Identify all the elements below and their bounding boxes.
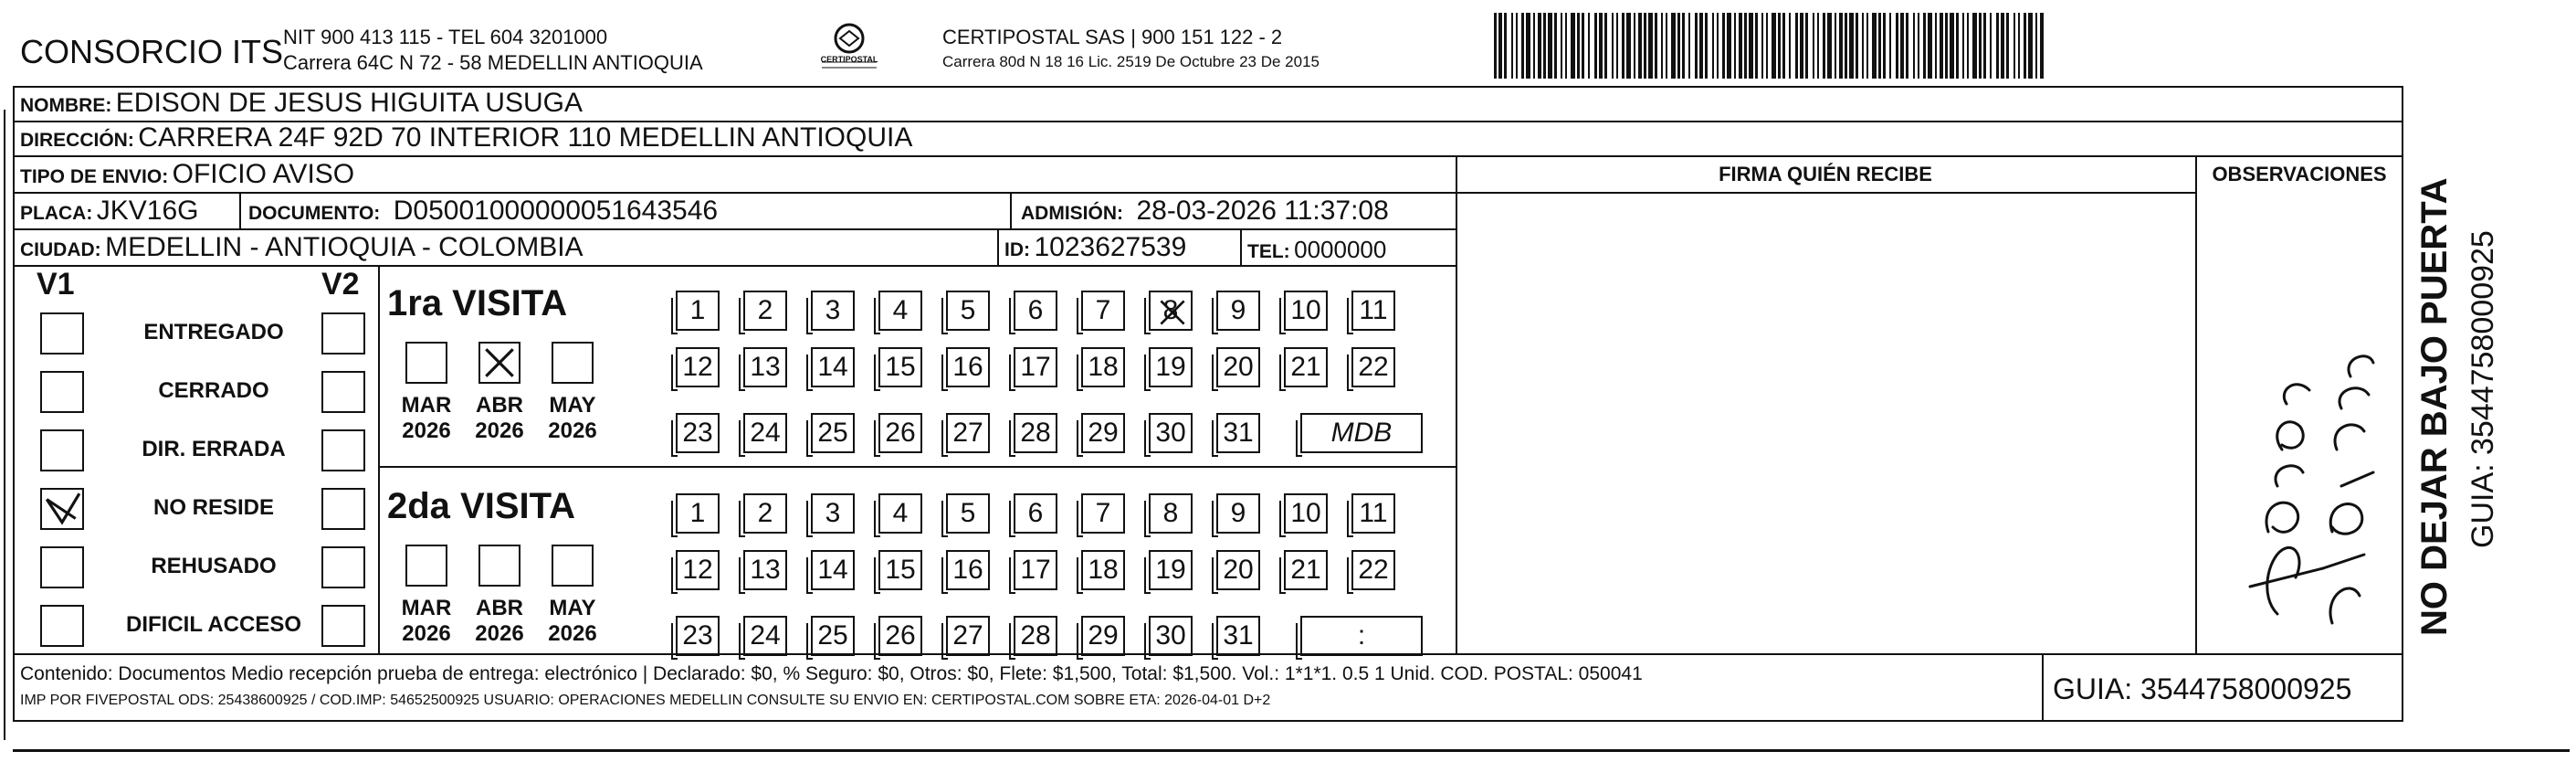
observations-header: OBSERVACIONES [2212, 163, 2387, 185]
name-label: NOMBRE: [20, 95, 112, 116]
company-nit-line: NIT 900 413 115 - TEL 604 3201000 [283, 26, 608, 48]
visit-title: 2da VISITA [387, 486, 575, 526]
id-label: ID: [1004, 239, 1030, 260]
visit-time-box[interactable]: MDB [1300, 413, 1423, 453]
logo-text: CERTIPOSTAL [820, 55, 878, 64]
footer-content-line: Contenido: Documentos Medio recepción prueba de entrega: electrónico | Declarado: $0, % Seguro: $0, Otros: $0, Flete: $1,500, Total: $1,500. Vol.: 1*1*1. 0.5 1 Unid. COD. POSTAL: 050041 [20, 663, 1643, 684]
ship-type-label: TIPO DE ENVIO: [20, 166, 169, 187]
visit-day-cell[interactable]: 20 [1216, 550, 1260, 590]
plate-label: PLACA: [20, 203, 93, 224]
visit-day-cell[interactable]: 22 [1351, 347, 1395, 387]
visit-day-cell[interactable]: 14 [811, 347, 855, 387]
visit-day-cell[interactable]: 27 [946, 616, 990, 656]
visit-day-cell[interactable]: 17 [1014, 347, 1057, 387]
visit-year-label: 2026 [402, 621, 451, 646]
document-value: D05001000000051643546 [393, 196, 719, 226]
visit-day-cell[interactable]: 18 [1081, 550, 1125, 590]
visit-month-label: ABR [476, 596, 523, 620]
status-label: DIR. ERRADA [142, 437, 286, 461]
visit-day-cell[interactable]: 21 [1284, 347, 1328, 387]
visit-day-cell[interactable]: 4 [878, 493, 922, 534]
visit-day-cell[interactable]: 18 [1081, 347, 1125, 387]
courier-line: CERTIPOSTAL SAS | 900 151 122 - 2 [942, 26, 1283, 48]
visit-month-label: ABR [476, 393, 523, 418]
visit-day-cell[interactable]: 7 [1081, 291, 1125, 331]
document-row [248, 196, 718, 227]
visit-day-cell[interactable]: 15 [878, 550, 922, 590]
visit-day-cell[interactable]: 16 [946, 550, 990, 590]
name-value: EDISON DE JESUS HIGUITA USUGA [115, 88, 583, 118]
visit-day-cell[interactable]: 10 [1284, 493, 1328, 534]
status-label: ENTREGADO [143, 320, 284, 344]
visit-day-cell[interactable]: 3 [811, 291, 855, 331]
plate-value: JKV16G [96, 196, 199, 226]
visit-day-cell[interactable]: 20 [1216, 347, 1260, 387]
visit-day-cell[interactable]: 2 [743, 493, 787, 534]
visit-day-cell[interactable]: 9 [1216, 493, 1260, 534]
certipostal-logo [813, 20, 886, 75]
v2-label: V2 [321, 267, 360, 302]
visit-year-label: 2026 [475, 621, 524, 646]
status-v2-checkbox[interactable] [321, 371, 365, 413]
status-v1-checkbox[interactable] [40, 312, 84, 355]
visit-day-cell[interactable]: 3 [811, 493, 855, 534]
visit-day-cell[interactable]: 30 [1149, 616, 1193, 656]
visit-year-label: 2026 [548, 418, 597, 443]
visit-year-label: 2026 [548, 621, 597, 646]
visit-day-cell[interactable]: 31 [1216, 413, 1260, 453]
status-v1-checkbox[interactable] [40, 546, 84, 588]
certipostal-logo-icon [813, 20, 886, 75]
visit-day-cell[interactable]: 19 [1149, 550, 1193, 590]
company-address-line: Carrera 64C N 72 - 58 MEDELLIN ANTIOQUIA [283, 51, 703, 74]
footer-guia: GUIA: 3544758000925 [2053, 672, 2352, 705]
visit-day-cell[interactable]: 28 [1014, 413, 1057, 453]
visit-month-checkbox[interactable] [405, 342, 447, 384]
address-value: CARRERA 24F 92D 70 INTERIOR 110 MEDELLIN ANTIOQUIA [138, 122, 913, 153]
address-label: DIRECCIÓN: [20, 130, 134, 151]
visit-day-cell[interactable]: 2 [743, 291, 787, 331]
visit-day-cell[interactable]: 5 [946, 493, 990, 534]
visit-day-cell[interactable]: 8 [1149, 291, 1193, 331]
visit-day-cell[interactable]: 29 [1081, 413, 1125, 453]
city-label: CIUDAD: [20, 239, 101, 260]
status-label: REHUSADO [151, 554, 277, 578]
status-v1-checkbox[interactable] [40, 605, 84, 647]
visit-day-cell[interactable]: 26 [878, 413, 922, 453]
signature-header: FIRMA QUIÉN RECIBE [1719, 163, 1932, 185]
visit-title: 1ra VISITA [387, 283, 568, 323]
visit-month-checkbox[interactable] [478, 342, 520, 384]
visit-year-label: 2026 [475, 418, 524, 443]
visit-day-cell[interactable]: 4 [878, 291, 922, 331]
status-label: NO RESIDE [152, 495, 275, 520]
admission-label: ADMISIÓN: [1021, 203, 1123, 224]
visit-year-label: 2026 [402, 418, 451, 443]
barcode [1494, 13, 2051, 79]
visit-day-cell[interactable]: 7 [1081, 493, 1125, 534]
visit-month-checkbox[interactable] [405, 545, 447, 587]
visit-month-checkbox[interactable] [552, 545, 594, 587]
footer-print-line: IMP POR FIVEPOSTAL ODS: 25438600925 / COD.IMP: 54652500925 USUARIO: OPERACIONES MEDELLIN CONSULTE SU ENVIO EN: CERTIPOSTAL.COM SOBRE ETA: 2026-04-01 D+2 [20, 693, 1271, 708]
visit-day-cell[interactable]: 6 [1014, 291, 1057, 331]
status-v1-checkbox[interactable] [40, 429, 84, 471]
visit-day-cell[interactable]: 13 [743, 550, 787, 590]
visit-day-cell[interactable]: 25 [811, 413, 855, 453]
status-v1-checkbox[interactable] [40, 488, 84, 530]
admission-value: 28-03-2026 11:37:08 [1136, 196, 1389, 226]
visit-day-cell[interactable]: 13 [743, 347, 787, 387]
city-row [20, 232, 584, 263]
status-v2-checkbox[interactable] [321, 429, 365, 471]
visit-day-cell[interactable]: 19 [1149, 347, 1193, 387]
visit-day-cell[interactable]: 16 [946, 347, 990, 387]
v1-label: V1 [37, 267, 75, 302]
visit-day-cell[interactable]: 25 [811, 616, 855, 656]
document-label: DOCUMENTO: [248, 203, 381, 224]
visit-day-cell[interactable]: 27 [946, 413, 990, 453]
visit-month-label: MAR [401, 596, 452, 620]
id-row [1004, 232, 1186, 263]
visit-day-cell[interactable]: 24 [743, 413, 787, 453]
company-name: CONSORCIO ITS [20, 33, 284, 70]
ship-type-row [20, 159, 354, 190]
visit-day-cell[interactable]: 1 [676, 493, 720, 534]
status-v2-checkbox[interactable] [321, 488, 365, 530]
visit-day-cell[interactable]: 8 [1149, 493, 1193, 534]
side-no-dejar-bajo-puerta: NO DEJAR BAJO PUERTA [2414, 177, 2455, 636]
visit-day-cell[interactable]: 23 [676, 616, 720, 656]
visit-month-label: MAY [549, 596, 596, 620]
status-v2-checkbox[interactable] [321, 312, 365, 355]
ship-type-value: OFICIO AVISO [172, 159, 355, 189]
status-label: DIFICIL ACCESO [125, 612, 301, 637]
visit-day-cell[interactable]: 21 [1284, 550, 1328, 590]
visit-day-cell[interactable]: 28 [1014, 616, 1057, 656]
visit-day-cell[interactable]: 12 [676, 347, 720, 387]
visit-day-cell[interactable]: 30 [1149, 413, 1193, 453]
visit-day-cell[interactable]: 10 [1284, 291, 1328, 331]
courier-address-line: Carrera 80d N 18 16 Lic. 2519 De Octubre 23 De 2015 [942, 53, 1320, 70]
plate-row [20, 196, 199, 227]
status-label: CERRADO [158, 378, 269, 403]
city-value: MEDELLIN - ANTIOQUIA - COLOMBIA [105, 232, 584, 262]
visit-month-label: MAR [401, 393, 452, 418]
visit-day-cell[interactable]: 11 [1351, 291, 1395, 331]
status-v2-checkbox[interactable] [321, 546, 365, 588]
id-value: 1023627539 [1034, 232, 1187, 262]
visit-day-cell[interactable]: 1 [676, 291, 720, 331]
visit-day-cell[interactable]: 9 [1216, 291, 1260, 331]
visit-time-box[interactable]: : [1300, 616, 1423, 656]
visit-day-cell[interactable]: 24 [743, 616, 787, 656]
visit-day-cell[interactable]: 12 [676, 550, 720, 590]
observations-handwriting [2195, 194, 2403, 651]
status-v2-checkbox[interactable] [321, 605, 365, 647]
visit-month-checkbox[interactable] [478, 545, 520, 587]
visit-day-cell[interactable]: 22 [1351, 550, 1395, 590]
visit-day-cell[interactable]: 11 [1351, 493, 1395, 534]
tel-row [1247, 236, 1386, 264]
visit-day-cell[interactable]: 26 [878, 616, 922, 656]
tel-value: 0000000 [1294, 236, 1387, 263]
visit-day-cell[interactable]: 31 [1216, 616, 1260, 656]
visit-month-checkbox[interactable] [552, 342, 594, 384]
visit-day-cell[interactable]: 17 [1014, 550, 1057, 590]
name-row [20, 88, 583, 119]
status-v1-checkbox[interactable] [40, 371, 84, 413]
tel-label: TEL: [1247, 241, 1290, 262]
address-row [20, 122, 912, 153]
visit-day-cell[interactable]: 14 [811, 550, 855, 590]
admission-row [1021, 196, 1389, 227]
visit-day-cell[interactable]: 15 [878, 347, 922, 387]
visit-month-label: MAY [549, 393, 596, 418]
visit-day-cell[interactable]: 29 [1081, 616, 1125, 656]
side-guia: GUIA: 3544758000925 [2466, 230, 2500, 548]
visit-day-cell[interactable]: 6 [1014, 493, 1057, 534]
visit-day-cell[interactable]: 5 [946, 291, 990, 331]
visit-day-cell[interactable]: 23 [676, 413, 720, 453]
